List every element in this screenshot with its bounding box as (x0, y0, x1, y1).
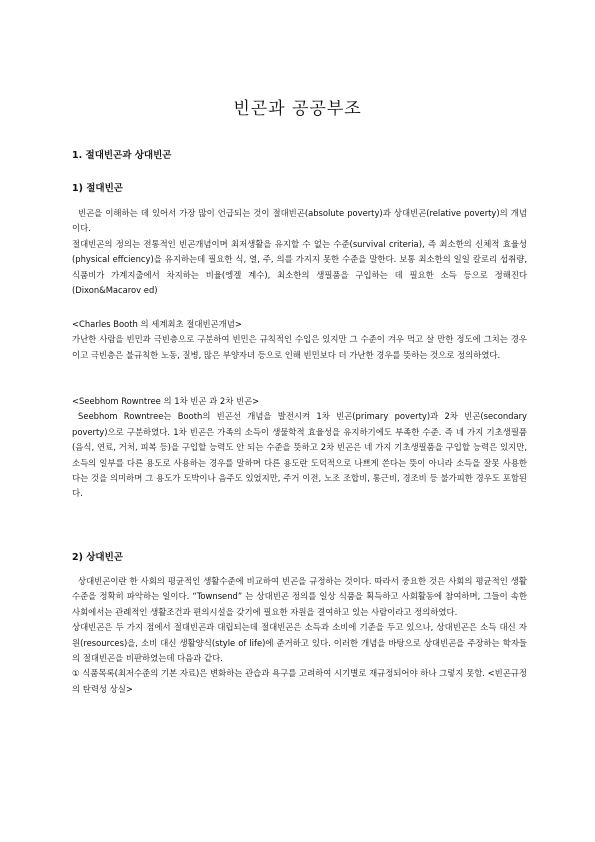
rowntree-text: Seebhom Rowntree는 Booth의 빈곤선 개념을 발전시켜 1차 빈곤(primary poverty)과 2차 빈곤(secondary poverty)으로 구분하였다. 1차 빈곤은 가족의 소득이 생물학적 효율성을 유지하기에도 부족한 수준. 즉 네 가지 기초생필품(음식, 연료, 거처, 피복 등)을 구입할 능력도 안 되는 수준을 뜻하고 2차 빈곤은 네 가지 기초생필품을 구입할 능력은 있지만, 소득의 일부를 다른 용도로 사용하는 경우를 말하며 다른 용도란 도덕적으로 나쁘게 쓴다는 뜻이 아니라 소득을 잘못 사용한다는 것을 의미하며 그 용도가 도박이나 음주도 있었지만, 주거 이전, 노조 조합비, 통근비, 경조비 등 불가피한 경우도 포함된다. (72, 411, 527, 499)
section-heading-1: 1. 절대빈곤과 상대빈곤 (72, 150, 172, 161)
booth-text: 가난한 사람을 빈민과 극빈층으로 구분하여 빈민은 규칙적인 수입은 있지만 그 수준이 겨우 먹고 살 만한 정도에 그치는 경우이고 극빈층은 불규칙한 노동, 질병, 많은 부양자녀 등으로 인해 빈민보다 더 가난한 경우를 뜻하는 것으로 정의하였다. (72, 334, 527, 360)
subsection-heading-relative-poverty: 2) 상대빈곤 (72, 552, 123, 563)
booth-heading: <Charles Booth 의 세계최초 절대빈곤개념> (72, 319, 242, 329)
absolute-poverty-body (72, 206, 527, 298)
booth-block (72, 317, 527, 363)
relative-poverty-body (72, 574, 527, 697)
subsection-heading-absolute-poverty: 1) 절대빈곤 (72, 183, 123, 194)
paragraph-criticism-item-1: ① 식품목록(최저수준의 기본 자료)은 변화하는 관습과 욕구를 고려하여 시기별로 재규정되어야 하나 그렇지 못함. <빈곤규정의 탄력성 상실> (72, 668, 527, 694)
paragraph-relative-definition: 상대빈곤이란 한 사회의 평균적인 생활수준에 비교하여 빈곤을 규정하는 것이다. 따라서 중요한 것은 사회의 평균적인 생활수준을 정확히 파악하는 일이다. “Townsend” 는 상대빈곤 정의를 일상 식품을 획득하고 사회활동에 참여하며, 그들이 속한 사회에서는 관례적인 생활조건과 편의시설을 갖기에 필요한 자원을 결여하고 있는 사람이라고 정의하였다. (72, 576, 527, 617)
rowntree-heading: <Seebhom Rowntree 의 1차 빈곤 과 2차 빈곤> (72, 396, 260, 406)
rowntree-block (72, 394, 527, 502)
document-title: 빈곤과 공공부조 (233, 99, 362, 119)
paragraph-intro: 빈곤을 이해하는 데 있어서 가장 많이 언급되는 것이 절대빈곤(absolute poverty)과 상대빈곤(relative poverty)의 개념이다. (72, 208, 527, 234)
paragraph-absolute-definition: 절대빈곤의 정의는 전통적인 빈곤개념이며 최저생활을 유지할 수 없는 수준(survival criteria), 즉 최소한의 신체적 효율성(physical effciency)을 유지하는데 필요한 식, 열, 주, 의를 가지지 못한 수준을 말한다. 보통 최소한의 일일 칼로리 섭취량, 식품비가 가계지출에서 차지하는 비율(엥겔 계수), 최소한의 생필품을 구입하는 데 필요한 소득 등으로 정해진다(Dixon&Macarov ed) (72, 238, 527, 296)
paragraph-relative-vs-absolute: 상대빈곤은 두 가지 점에서 절대빈곤과 대립되는데 절대빈곤은 소득과 소비에 기준을 두고 있으나, 상대빈곤은 소득 대신 자원(resources)을, 소비 대신 생활양식(style of life)에 준거하고 있다. 이러한 개념을 바탕으로 상대빈곤을 주장하는 학자들의 절대빈곤을 비판하였는데 다음과 같다. (72, 622, 527, 664)
